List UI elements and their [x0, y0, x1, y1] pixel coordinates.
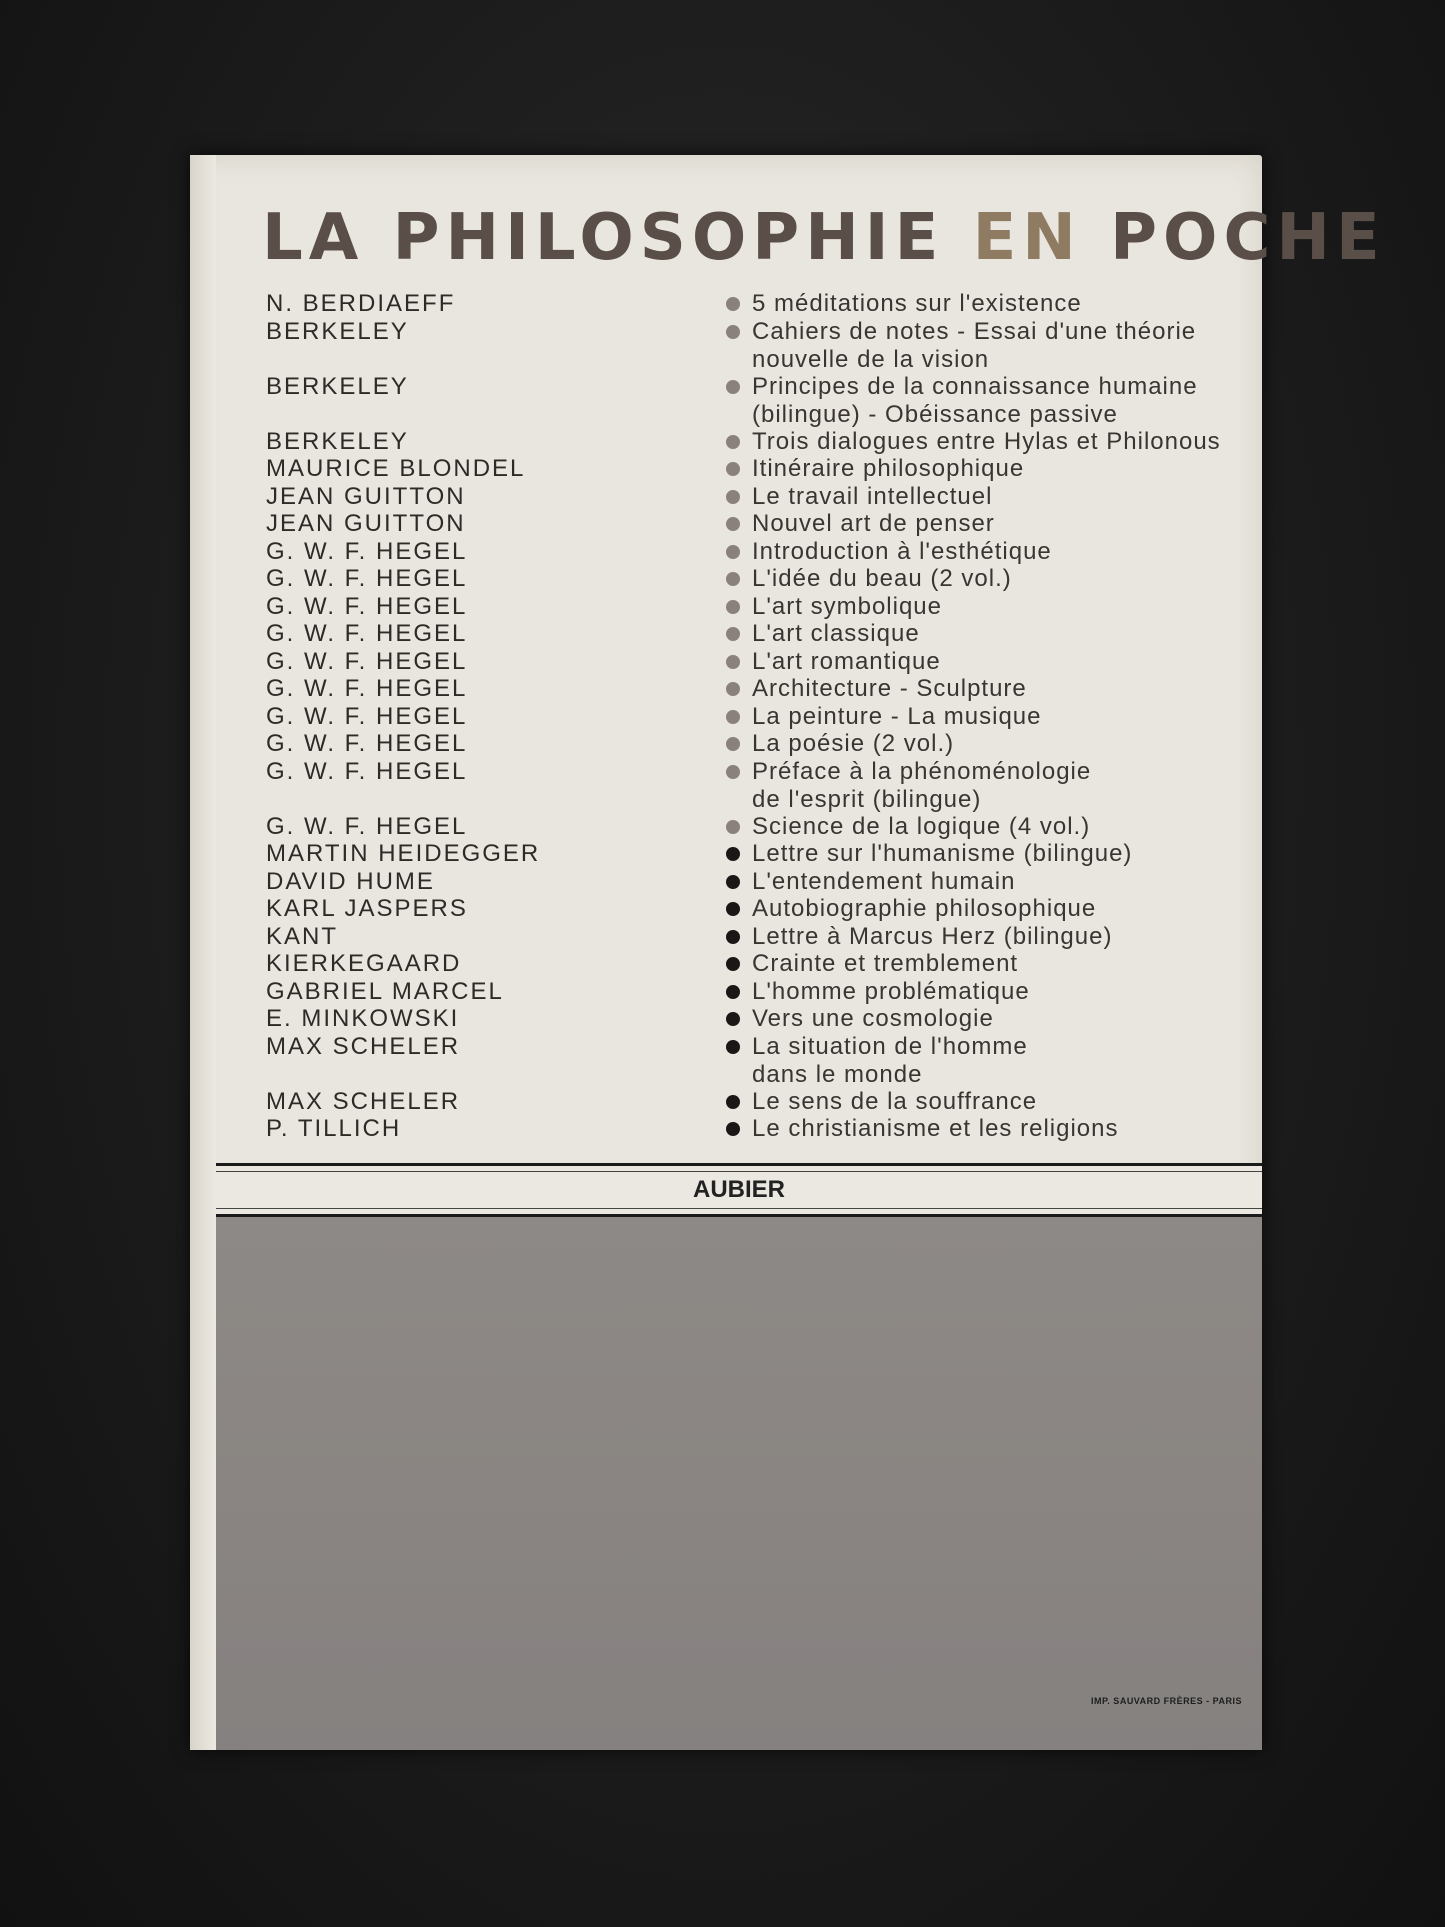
entry-work-line: Trois dialogues entre Hylas et Philonous	[752, 427, 1221, 455]
entry-author: G. W. F. HEGEL	[266, 647, 468, 675]
series-title	[262, 201, 1386, 275]
bullet-icon	[726, 957, 740, 971]
bullet-icon	[726, 1012, 740, 1026]
entry-work	[752, 703, 1042, 731]
entry-author: MAX SCHELER	[266, 1032, 461, 1060]
entry-work-line: Itinéraire philosophique	[752, 455, 1025, 482]
entry-work	[752, 1033, 1028, 1089]
bullet-icon	[726, 985, 740, 999]
entry-author: BERKELEY	[266, 317, 409, 345]
entry-author: MAURICE BLONDEL	[266, 455, 526, 482]
bullet-icon	[726, 930, 740, 944]
bullet-icon	[726, 710, 740, 724]
entry-work-line: L'art romantique	[752, 647, 941, 675]
entry-author: G. W. F. HEGEL	[266, 565, 468, 592]
bullet-icon	[726, 627, 740, 641]
entry-work	[752, 978, 1030, 1006]
bullet-icon	[726, 1095, 740, 1109]
series-title-part1: LA PHILOSOPHIE	[262, 201, 973, 275]
entry-work-line: Lettre sur l'humanisme (bilingue)	[752, 840, 1133, 867]
entry-work-line: La peinture - La musique	[752, 702, 1042, 730]
series-title-part3: POCHE	[1081, 201, 1386, 275]
entry-author: G. W. F. HEGEL	[266, 702, 468, 730]
entry-work	[752, 950, 1018, 978]
entry-author: P. TILLICH	[266, 1115, 402, 1142]
bullet-icon	[726, 490, 740, 504]
entry-work-line: Lettre à Marcus Herz (bilingue)	[752, 922, 1113, 950]
bullet-icon	[726, 737, 740, 751]
printer-credit: IMP. SAUVARD FRÈRES - PARIS	[1090, 1696, 1242, 1706]
bullet-icon	[726, 380, 740, 394]
entry-author: G. W. F. HEGEL	[266, 620, 468, 647]
entry-work	[752, 620, 920, 648]
entry-work-line: Introduction à l'esthétique	[752, 537, 1052, 565]
entry-work	[752, 895, 1096, 923]
entry-work	[752, 840, 1132, 868]
entry-work	[752, 675, 1027, 703]
entry-author: GABRIEL MARCEL	[266, 977, 504, 1005]
entry-work-line: L'homme problématique	[752, 977, 1030, 1005]
entry-work	[752, 923, 1112, 951]
entry-work-line: Le sens de la souffrance	[752, 1087, 1038, 1115]
entry-work	[752, 813, 1090, 841]
entry-author: G. W. F. HEGEL	[266, 757, 468, 785]
entry-work-line: nouvelle de la vision	[752, 345, 990, 373]
publisher-name: AUBIER	[692, 1176, 785, 1203]
entry-work	[752, 565, 1012, 593]
entry-work-line: (bilingue) - Obéissance passive	[752, 400, 1118, 428]
entry-work-line: La poésie (2 vol.)	[752, 730, 955, 757]
entry-author: JEAN GUITTON	[266, 482, 466, 510]
bullet-icon	[726, 655, 740, 669]
entry-work-line: 5 méditations sur l'existence	[752, 290, 1082, 317]
entry-author: KARL JASPERS	[266, 895, 468, 922]
bullet-icon	[726, 1122, 740, 1136]
entry-work	[752, 593, 942, 621]
entry-work	[752, 373, 1198, 429]
bullet-icon	[726, 517, 740, 531]
entry-work-line: dans le monde	[752, 1060, 923, 1088]
entry-work	[752, 455, 1024, 483]
entry-work-line: L'art symbolique	[752, 592, 942, 620]
entry-work	[752, 730, 954, 758]
entry-author: G. W. F. HEGEL	[266, 537, 468, 565]
bullet-icon	[726, 765, 740, 779]
entry-author: DAVID HUME	[266, 867, 435, 895]
entry-work	[752, 1005, 994, 1033]
entry-work-line: L'entendement humain	[752, 867, 1016, 895]
entry-work	[752, 483, 992, 511]
book-back-cover	[190, 155, 1386, 1750]
entry-work	[752, 758, 1091, 814]
publisher-band	[216, 1163, 1262, 1217]
entry-author: E. MINKOWSKI	[266, 1005, 460, 1032]
entry-work-line: L'art classique	[752, 620, 920, 647]
bullet-icon	[726, 820, 740, 834]
entry-work	[752, 290, 1082, 318]
entry-author: MARTIN HEIDEGGER	[266, 840, 541, 867]
entry-author: KANT	[266, 922, 339, 950]
series-title-part2: EN	[972, 201, 1082, 275]
grey-panel	[216, 1217, 1262, 1750]
entry-work-line: L'idée du beau (2 vol.)	[752, 565, 1012, 592]
entry-author: G. W. F. HEGEL	[266, 675, 468, 702]
bullet-icon	[726, 875, 740, 889]
bullet-icon	[726, 600, 740, 614]
entry-author: KIERKEGAARD	[266, 950, 462, 977]
entry-work	[752, 648, 941, 676]
entry-author: BERKELEY	[266, 372, 409, 400]
entry-work	[752, 1088, 1037, 1116]
entry-work	[752, 868, 1015, 896]
entry-work-line: Le christianisme et les religions	[752, 1115, 1119, 1142]
bullet-icon	[726, 572, 740, 586]
entry-work-line: Autobiographie philosophique	[752, 895, 1097, 922]
bullet-icon	[726, 462, 740, 476]
bullet-icon	[726, 297, 740, 311]
entry-work-line: Science de la logique (4 vol.)	[752, 812, 1091, 840]
entry-author: BERKELEY	[266, 427, 409, 455]
bullet-icon	[726, 682, 740, 696]
entry-work-line: Principes de la connaissance humaine	[752, 372, 1198, 400]
entry-author: G. W. F. HEGEL	[266, 730, 468, 757]
entry-work-line: Cahiers de notes - Essai d'une théorie	[752, 317, 1197, 345]
entry-work-line: Préface à la phénoménologie	[752, 757, 1092, 785]
entry-work-line: La situation de l'homme	[752, 1032, 1028, 1060]
entry-author: JEAN GUITTON	[266, 510, 466, 537]
entry-work-line: Le travail intellectuel	[752, 482, 993, 510]
entry-work	[752, 428, 1221, 456]
entry-work	[752, 510, 995, 538]
entry-work-line: Crainte et tremblement	[752, 950, 1019, 977]
bullet-icon	[726, 325, 740, 339]
bullet-icon	[726, 847, 740, 861]
entry-author: MAX SCHELER	[266, 1087, 461, 1115]
entry-author: G. W. F. HEGEL	[266, 592, 468, 620]
entry-work-line: Vers une cosmologie	[752, 1005, 994, 1032]
entry-work	[752, 1115, 1118, 1143]
entry-work-line: Architecture - Sculpture	[752, 675, 1027, 702]
entry-work-line: de l'esprit (bilingue)	[752, 785, 982, 813]
bullet-icon	[726, 435, 740, 449]
bullet-icon	[726, 1040, 740, 1054]
entry-work-line: Nouvel art de penser	[752, 510, 995, 537]
entry-author: N. BERDIAEFF	[266, 290, 456, 317]
entry-work	[752, 538, 1052, 566]
entry-author: G. W. F. HEGEL	[266, 812, 468, 840]
entry-work	[752, 318, 1196, 374]
bullet-icon	[726, 545, 740, 559]
bullet-icon	[726, 902, 740, 916]
